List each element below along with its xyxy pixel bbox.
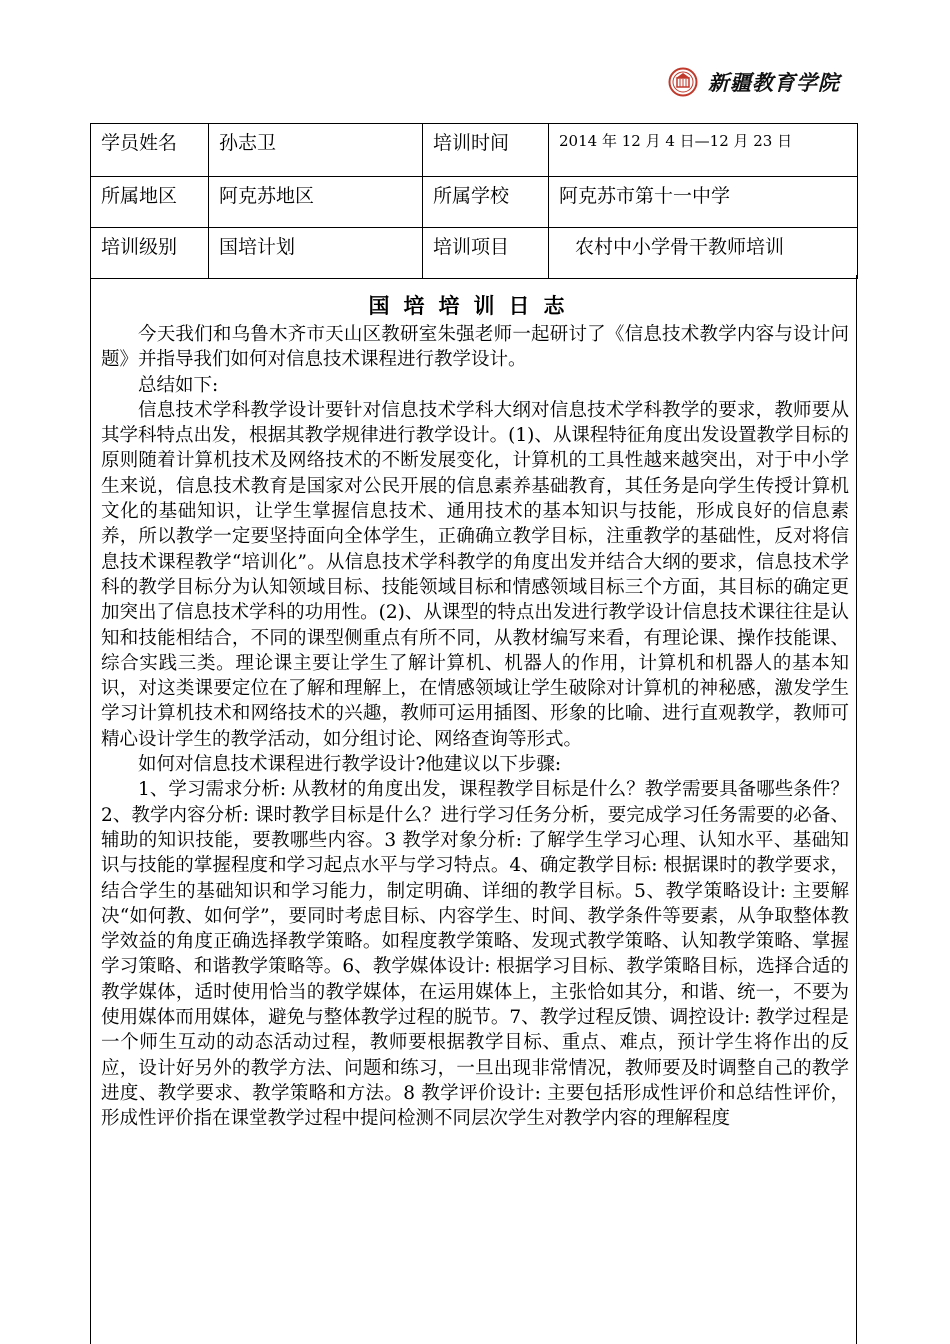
table-row [91, 228, 858, 279]
project-value: 农村中小学骨干教师培训 [549, 228, 858, 279]
header-logo [668, 64, 868, 100]
project-label: 培训项目 [423, 228, 549, 279]
student-name-value: 孙志卫 [209, 124, 423, 177]
log-title: 国培培训日志 [368, 293, 579, 318]
region-value: 阿克苏地区 [209, 177, 423, 228]
table-row [91, 177, 858, 228]
school-seal-icon [668, 67, 698, 97]
level-value: 国培计划 [209, 228, 423, 279]
log-content [101, 322, 849, 1132]
info-table [90, 123, 858, 279]
student-name-label: 学员姓名 [91, 124, 209, 177]
log-paragraph: 1、学习需求分析: 从教材的角度出发，课程教学目标是什么？教学需要具备哪些条件？2、教学内容分析: 课时教学目标是什么？进行学习任务分析，要完成学习任务需要的必备、辅助的知识技能，要教哪些内容。3 教学对象分析: 了解学生学习心理、认知水平、基础知识与技能的掌握程度和学习起点水平与学习特点。4、确定教学目标: 根据课时的教学要求，结合学生的基础知识和学习能力，制定明确、详细的教学目标。5、教学策略设计: 主要解决“如何教、如何学”，要同时考虑目标、内容学生、时间、教学条件等要素，从争取整体教学效益的角度正确选择教学策略。如程度教学策略、发现式教学策略、认知教学策略、掌握学习策略、和谐教学策略等。6、教学媒体设计: 根据学习目标、教学策略目标，选择合适的教学媒体，适时使用恰当的教学媒体，在运用媒体上，主张恰如其分，和谐、统一，不要为使用媒体而用媒体，避免与整体教学过程的脱节。7、教学过程反馈、调控设计: 教学过程是一个师生互动的动态活动过程，教师要根据教学目标、重点、难点，预计学生将作出的反应，设计好另外的教学方法、问题和练习，一旦出现非常情况，教师要及时调整自己的教学进度、教学要求、教学策略和方法。8 教学评价设计: 主要包括形成性评价和总结性评价，形成性评价指在课堂教学过程中提问检测不同层次学生对教学内容的理解程度 [101, 779, 849, 1130]
log-paragraph: 信息技术学科教学设计要针对信息技术学科大纲对信息技术学科教学的要求，教师要从其学科特点出发，根据其教学规律进行教学设计。(1)、从课程特征角度出发设置教学目标的原则随着计算机技术及网络技术的不断发展变化，计算机的工具性越来越突出，对于中小学生来说，信息技术教育是国家对公民开展的信息素养基础教育，其任务是向学生传授计算机文化的基础知识，让学生掌握信息技术、通用技术的基本知识与技能，形成良好的信息素养，所以教学一定要坚持面向全体学生，正确确立教学目标，注重教学的基础性，反对将信息技术课程教学“培训化”。从信息技术学科教学的角度出发并结合大纲的要求，信息技术学科的教学目标分为认知领域目标、技能领域目标和情感领域目标三个方面，其目标的确定更加突出了信息技术学科的功用性。(2)、从课型的特点出发进行教学设计信息技术课往往是认知和技能相结合，不同的课型侧重点有所不同，从教材编写来看，有理论课、操作技能课、综合实践三类。理论课主要让学生了解计算机、机器人的作用，计算机和机器人的基本知识，对这类课要定位在了解和理解上，在情感领域让学生破除对计算机的神秘感，激发学生学习计算机技术和网络技术的兴趣，教师可运用插图、形象的比喻、进行直观教学，教师可精心设计学生的教学活动，如分组讨论、网络查询等形式。 [101, 399, 849, 750]
log-paragraph: 今天我们和乌鲁木齐市天山区教研室朱强老师一起研讨了《信息技术教学内容与设计问题》并指导我们如何对信息技术课程进行教学设计。 [101, 324, 849, 371]
table-row [91, 124, 858, 177]
level-label: 培训级别 [91, 228, 209, 279]
region-label: 所属地区 [91, 177, 209, 228]
school-value: 阿克苏市第十一中学 [549, 177, 858, 228]
log-paragraph: 总结如下: [138, 374, 219, 396]
school-label: 所属学校 [423, 177, 549, 228]
training-time-value: 2014 年 12 月 4 日—12 月 23 日 [549, 124, 858, 177]
log-paragraph: 如何对信息技术课程进行教学设计?他建议以下步骤: [138, 754, 562, 776]
training-time-label: 培训时间 [423, 124, 549, 177]
logo-text: 新疆教育学院 [708, 70, 840, 95]
